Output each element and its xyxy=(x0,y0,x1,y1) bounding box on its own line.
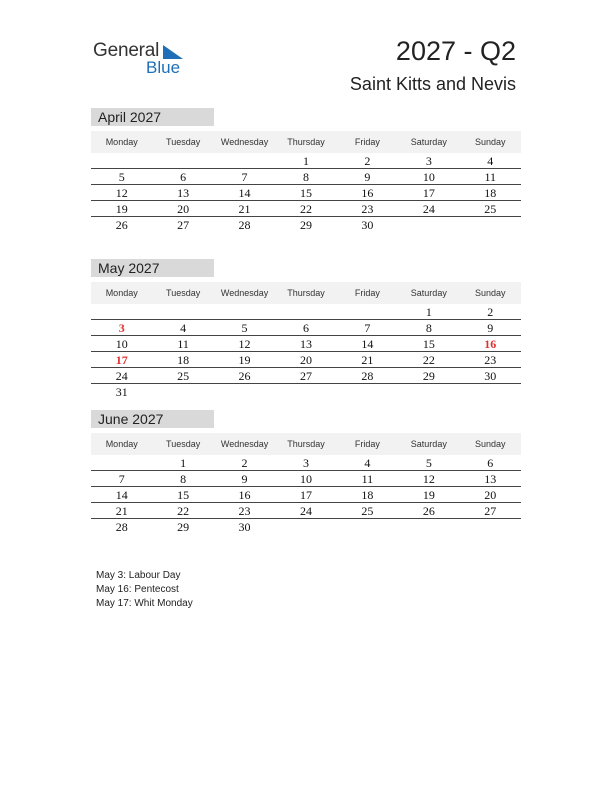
week-row xyxy=(91,352,521,368)
day-cell: 13 xyxy=(484,472,497,486)
day-cell: 30 xyxy=(361,218,374,232)
week-row xyxy=(91,368,521,384)
day-cell xyxy=(152,304,213,319)
day-cell: 20 xyxy=(177,202,190,216)
day-cell: 25 xyxy=(361,504,374,518)
week-row xyxy=(91,519,521,535)
week-row xyxy=(91,455,521,471)
day-cell: 5 xyxy=(241,321,248,335)
day-cell: 18 xyxy=(484,186,497,200)
week-row xyxy=(91,169,521,185)
month-may xyxy=(91,259,521,400)
day-cell: 6 xyxy=(302,321,309,335)
day-cell: 9 xyxy=(364,170,371,184)
day-cell xyxy=(337,304,398,319)
weekday-header-row xyxy=(91,433,521,455)
day-cell: 15 xyxy=(177,488,190,502)
day-cell: 15 xyxy=(422,337,435,351)
weekday-label: Saturday xyxy=(410,439,447,449)
week-row xyxy=(91,384,521,400)
holiday-day-cell: 3 xyxy=(118,321,125,335)
day-cell: 29 xyxy=(299,218,312,232)
day-cell: 31 xyxy=(115,385,128,399)
day-cell: 8 xyxy=(180,472,187,486)
week-row xyxy=(91,304,521,320)
day-cell: 22 xyxy=(422,353,435,367)
day-cell: 14 xyxy=(361,337,374,351)
weekday-label: Saturday xyxy=(410,288,447,298)
day-cell: 2 xyxy=(241,456,248,470)
day-cell xyxy=(152,153,213,168)
day-cell: 29 xyxy=(422,369,435,383)
day-cell: 17 xyxy=(422,186,435,200)
day-cell xyxy=(398,217,459,233)
day-cell xyxy=(91,304,152,319)
day-cell: 26 xyxy=(115,218,128,232)
day-cell: 20 xyxy=(484,488,497,502)
weekday-label: Friday xyxy=(354,439,380,449)
holiday-note: May 3: Labour Day xyxy=(96,570,181,581)
day-cell: 27 xyxy=(299,369,312,383)
weekday-header-row xyxy=(91,282,521,304)
day-cell: 14 xyxy=(238,186,251,200)
day-cell: 8 xyxy=(425,321,432,335)
day-cell: 28 xyxy=(361,369,374,383)
day-cell: 4 xyxy=(180,321,187,335)
weekday-label: Monday xyxy=(105,137,138,147)
day-cell: 10 xyxy=(115,337,128,351)
weekday-label: Thursday xyxy=(287,439,325,449)
day-cell: 11 xyxy=(177,337,189,351)
day-cell: 6 xyxy=(487,456,494,470)
weekday-label: Tuesday xyxy=(166,137,201,147)
holiday-note: May 16: Pentecost xyxy=(96,584,179,595)
day-cell: 10 xyxy=(422,170,435,184)
holiday-day-cell: 17 xyxy=(115,353,128,367)
day-cell xyxy=(91,455,152,470)
week-row xyxy=(91,487,521,503)
day-cell: 7 xyxy=(241,170,248,184)
day-cell: 12 xyxy=(238,337,251,351)
logo-word-blue: Blue xyxy=(146,58,181,77)
day-cell xyxy=(214,153,275,168)
weekday-label: Friday xyxy=(354,137,380,147)
day-cell: 4 xyxy=(487,154,494,168)
day-cell: 29 xyxy=(177,520,190,534)
day-cell xyxy=(460,384,521,400)
month-label: May 2027 xyxy=(91,259,214,277)
day-cell: 21 xyxy=(238,202,251,216)
day-cell: 21 xyxy=(115,504,128,518)
day-cell: 3 xyxy=(302,456,309,470)
weekday-label: Friday xyxy=(354,288,380,298)
day-cell: 23 xyxy=(361,202,374,216)
day-cell: 2 xyxy=(487,305,494,319)
week-row xyxy=(91,503,521,519)
week-row xyxy=(91,471,521,487)
holiday-day-cell: 16 xyxy=(484,337,497,351)
week-row xyxy=(91,336,521,352)
day-cell xyxy=(152,384,213,400)
day-cell xyxy=(275,384,336,400)
day-cell: 25 xyxy=(484,202,497,216)
week-row xyxy=(91,320,521,336)
day-cell: 13 xyxy=(299,337,312,351)
week-row xyxy=(91,217,521,233)
day-cell: 19 xyxy=(422,488,435,502)
day-cell: 17 xyxy=(299,488,312,502)
week-row xyxy=(91,185,521,201)
day-cell xyxy=(337,519,398,535)
day-cell: 22 xyxy=(177,504,190,518)
month-label: June 2027 xyxy=(91,410,214,428)
logo-word-general: General xyxy=(93,40,160,61)
weekday-label: Monday xyxy=(105,288,138,298)
weekday-label: Tuesday xyxy=(166,439,201,449)
day-cell: 23 xyxy=(484,353,497,367)
day-cell xyxy=(275,304,336,319)
day-cell: 27 xyxy=(177,218,190,232)
day-cell: 13 xyxy=(177,186,190,200)
day-cell: 11 xyxy=(484,170,497,184)
day-cell xyxy=(460,519,521,535)
weekday-label: Sunday xyxy=(474,288,506,298)
day-cell: 26 xyxy=(422,504,435,518)
weekday-label: Wednesday xyxy=(220,137,269,147)
holiday-note: May 17: Whit Monday xyxy=(96,598,193,609)
month-label: April 2027 xyxy=(91,108,214,126)
day-cell: 26 xyxy=(238,369,251,383)
day-cell: 27 xyxy=(484,504,497,518)
day-cell xyxy=(398,519,459,535)
day-cell: 24 xyxy=(299,504,312,518)
day-cell: 6 xyxy=(180,170,187,184)
holiday-notes xyxy=(96,569,193,611)
day-cell: 12 xyxy=(115,186,128,200)
day-cell: 24 xyxy=(422,202,435,216)
day-cell: 22 xyxy=(299,202,312,216)
weekday-label: Monday xyxy=(105,439,138,449)
day-cell: 21 xyxy=(361,353,374,367)
day-cell: 11 xyxy=(361,472,374,486)
day-cell: 16 xyxy=(238,488,251,502)
day-cell xyxy=(337,384,398,400)
day-cell: 30 xyxy=(238,520,251,534)
day-cell xyxy=(275,519,336,535)
month-april xyxy=(91,108,521,233)
weekday-label: Sunday xyxy=(474,439,506,449)
day-cell: 28 xyxy=(238,218,251,232)
day-cell xyxy=(398,384,459,400)
day-cell xyxy=(460,217,521,233)
day-cell: 16 xyxy=(361,186,374,200)
day-cell: 9 xyxy=(487,321,494,335)
day-cell: 23 xyxy=(238,504,251,518)
day-cell: 5 xyxy=(425,456,432,470)
weekday-label: Wednesday xyxy=(220,439,269,449)
day-cell: 8 xyxy=(302,170,309,184)
day-cell xyxy=(214,384,275,400)
weekday-header-row xyxy=(91,131,521,153)
week-row xyxy=(91,201,521,217)
weekday-label: Thursday xyxy=(287,137,325,147)
day-cell: 14 xyxy=(115,488,128,502)
page-title: 2027 - Q2 xyxy=(395,36,516,66)
day-cell: 5 xyxy=(118,170,125,184)
day-cell: 7 xyxy=(364,321,371,335)
day-cell: 4 xyxy=(364,456,371,470)
country-subtitle: Saint Kitts and Nevis xyxy=(349,74,516,94)
day-cell: 1 xyxy=(425,305,432,319)
day-cell: 19 xyxy=(115,202,128,216)
day-cell: 19 xyxy=(238,353,251,367)
day-cell: 18 xyxy=(361,488,374,502)
day-cell: 20 xyxy=(299,353,312,367)
weekday-label: Wednesday xyxy=(220,288,269,298)
day-cell: 7 xyxy=(118,472,125,486)
day-cell: 1 xyxy=(180,456,187,470)
day-cell: 24 xyxy=(115,369,128,383)
weekday-label: Thursday xyxy=(287,288,325,298)
day-cell: 15 xyxy=(299,186,312,200)
day-cell: 30 xyxy=(484,369,497,383)
day-cell: 28 xyxy=(115,520,128,534)
weekday-label: Sunday xyxy=(474,137,506,147)
day-cell: 18 xyxy=(177,353,190,367)
day-cell: 12 xyxy=(422,472,435,486)
day-cell: 2 xyxy=(364,154,371,168)
month-june xyxy=(91,410,521,535)
day-cell: 9 xyxy=(241,472,248,486)
day-cell: 25 xyxy=(177,369,190,383)
day-cell xyxy=(214,304,275,319)
weekday-label: Saturday xyxy=(410,137,447,147)
week-row xyxy=(91,153,521,169)
day-cell: 10 xyxy=(299,472,312,486)
weekday-label: Tuesday xyxy=(166,288,201,298)
day-cell: 3 xyxy=(425,154,432,168)
day-cell xyxy=(91,153,152,168)
day-cell: 1 xyxy=(302,154,309,168)
generalblue-logo xyxy=(93,40,193,80)
